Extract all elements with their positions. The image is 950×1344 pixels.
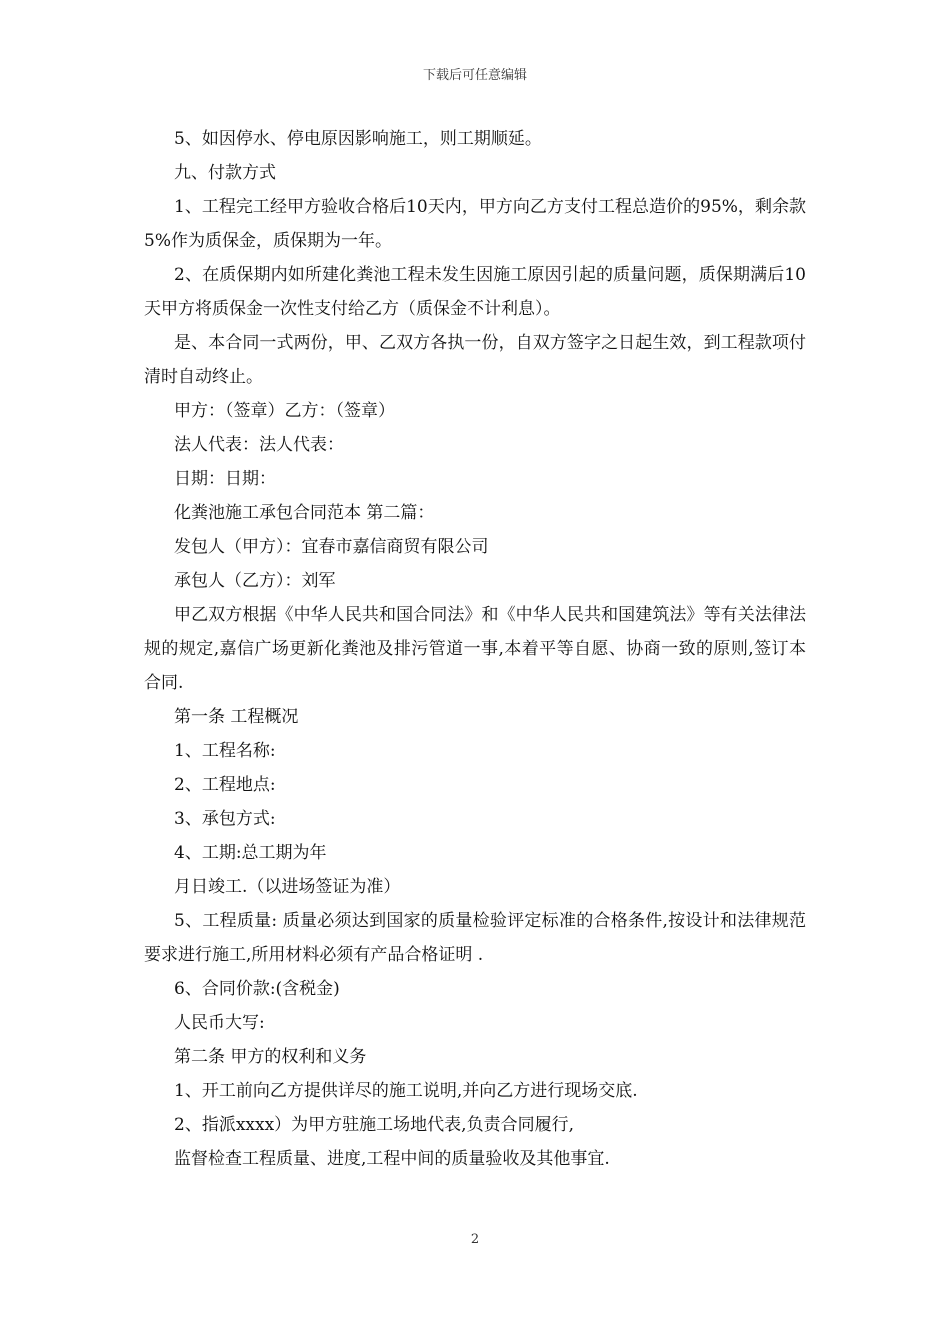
signature-line: 甲方：（签章）乙方：（签章） — [174, 401, 395, 421]
paragraph: 甲乙双方根据《中华人民共和国合同法》和《中华人民共和国建筑法》等有关法律法规的规定,嘉信广场更新化粪池及排污管道一事,本着平等自愿、协商一致的原则,签订本合同. — [144, 605, 806, 693]
list-item: 6、合同价款:(含税金) — [174, 979, 340, 999]
document-body — [144, 122, 806, 1176]
list-item: 5、工程质量: 质量必须达到国家的质量检验评定标准的合格条件,按设计和法律规范要求进行施工,所用材料必须有产品合格证明 . — [144, 911, 806, 965]
paragraph: 2、在质保期内如所建化粪池工程未发生因施工原因引起的质量问题，质保期满后10天甲方将质保金一次性支付给乙方（质保金不计利息）。 — [144, 265, 806, 319]
list-item: 2、指派xxxx）为甲方驻施工场地代表,负责合同履行, — [174, 1115, 574, 1135]
paragraph: 月日竣工.（以进场签证为准） — [174, 877, 401, 897]
representative-line: 法人代表：法人代表： — [174, 435, 344, 455]
party-a-line: 发包人（甲方）：宜春市嘉信商贸有限公司 — [174, 537, 489, 557]
date-line: 日期：日期： — [174, 469, 276, 489]
article-heading: 第二条 甲方的权利和义务 — [174, 1047, 367, 1067]
paragraph: 人民币大写: — [174, 1013, 265, 1033]
section-heading: 化粪池施工承包合同范本 第二篇： — [174, 503, 435, 523]
list-item: 1、开工前向乙方提供详尽的施工说明,并向乙方进行现场交底. — [174, 1081, 638, 1101]
article-heading: 第一条 工程概况 — [174, 707, 299, 727]
paragraph: 5、如因停水、停电原因影响施工，则工期顺延。 — [174, 129, 542, 149]
paragraph: 是、本合同一式两份，甲、乙双方各执一份，自双方签字之日起生效，到工程款项付清时自动终止。 — [144, 333, 806, 387]
list-item: 2、工程地点: — [174, 775, 276, 795]
page-header: 下载后可任意编辑 — [422, 68, 527, 83]
party-b-line: 承包人（乙方）：刘军 — [174, 571, 336, 591]
page-number: 2 — [470, 1232, 480, 1247]
paragraph: 监督检查工程质量、进度,工程中间的质量验收及其他事宜. — [174, 1149, 610, 1169]
list-item: 4、工期:总工期为年 — [174, 843, 327, 863]
list-item: 1、工程名称: — [174, 741, 276, 761]
section-heading: 九、付款方式 — [174, 163, 276, 183]
list-item: 3、承包方式: — [174, 809, 276, 829]
paragraph: 1、工程完工经甲方验收合格后10天内，甲方向乙方支付工程总造价的95%，剩余款5%作为质保金，质保期为一年。 — [144, 197, 806, 251]
